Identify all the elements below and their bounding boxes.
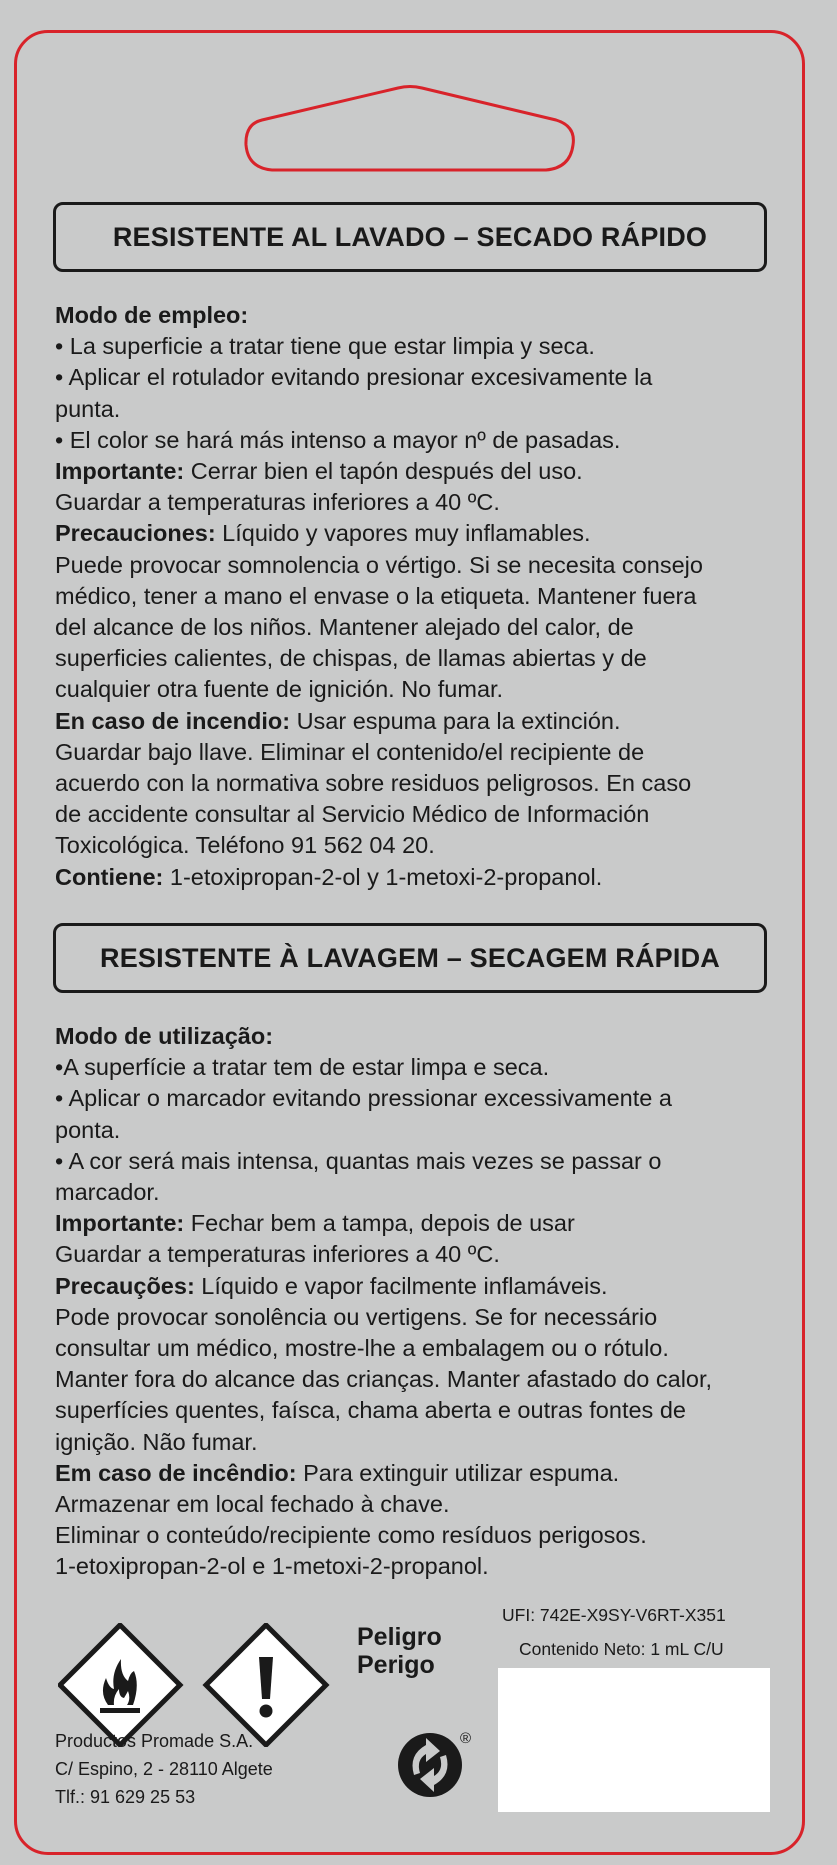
- text-line: Guardar a temperaturas inferiores a 40 ºC.: [55, 489, 500, 516]
- signal-word-es: Peligro: [357, 1623, 442, 1651]
- text-line: • Aplicar el rotulador evitando presionar excesivamente la: [55, 364, 653, 391]
- text-line: Guardar bajo llave. Eliminar el contenido/el recipiente de: [55, 738, 645, 765]
- fire-es: En caso de incendio: Usar espuma para la extinción.: [55, 707, 621, 734]
- text-line: ignição. Não fumar.: [55, 1428, 258, 1455]
- company-phone: Tlf.: 91 629 25 53: [55, 1787, 196, 1807]
- text-line: • A cor será mais intensa, quantas mais vezes se passar o: [55, 1147, 662, 1174]
- fire-pt: Em caso de incêndio: Para extinguir utilizar espuma.: [55, 1459, 620, 1486]
- text-line: consultar um médico, mostre-lhe a embalagem ou o rótulo.: [55, 1335, 669, 1362]
- barcode-area: [498, 1668, 770, 1812]
- text-line: Guardar a temperaturas inferiores a 40 ºC.: [55, 1241, 500, 1268]
- precautions-es: Precauciones: Líquido y vapores muy inflamables.: [55, 520, 591, 547]
- net-content: Contenido Neto: 1 mL C/U: [519, 1639, 724, 1659]
- hang-hole: [0, 0, 837, 200]
- text-line: 1-etoxipropan-2-ol e 1-metoxi-2-propanol.: [55, 1553, 489, 1580]
- text-line: marcador.: [55, 1179, 160, 1206]
- text-line: de accidente consultar al Servicio Médico de Información: [55, 801, 650, 828]
- text-line: acuerdo con la normativa sobre residuos peligrosos. En caso: [55, 770, 692, 797]
- text-line: • La superficie a tratar tiene que estar limpia y seca.: [55, 333, 595, 360]
- text-line: Manter fora do alcance das crianças. Manter afastado do calor,: [55, 1366, 713, 1393]
- important-es: Importante: Cerrar bien el tapón después del uso.: [55, 458, 583, 485]
- company-address: [55, 1727, 273, 1811]
- signal-words: [357, 1623, 442, 1679]
- ufi-code: UFI: 742E-X9SY-V6RT-X351: [502, 1605, 726, 1625]
- text-line: Puede provocar somnolencia o vértigo. Si se necesita consejo: [55, 551, 703, 578]
- text-line: superfícies quentes, faísca, chama aberta e outras fontes de: [55, 1397, 686, 1424]
- text-line: punta.: [55, 395, 121, 422]
- text-line: Armazenar em local fechado à chave.: [55, 1491, 450, 1518]
- contains-es: Contiene: 1-etoxipropan-2-ol y 1-metoxi-2-propanol.: [55, 863, 603, 890]
- precautions-pt: Precauções: Líquido e vapor facilmente inflamáveis.: [55, 1272, 608, 1299]
- text-line: •A superfície a tratar tem de estar limpa e seca.: [55, 1054, 550, 1081]
- mode-title-pt: Modo de utilização:: [55, 1023, 274, 1049]
- banner-es: RESISTENTE AL LAVADO – SECADO RÁPIDO: [53, 202, 767, 272]
- text-line: del alcance de los niños. Mantener alejado del calor, de: [55, 614, 634, 641]
- green-dot-icon: [396, 1729, 480, 1799]
- text-line: cualquier otra fuente de ignición. No fumar.: [55, 676, 504, 703]
- mode-title-es: Modo de empleo:: [55, 302, 249, 328]
- text-pt: [55, 1021, 790, 1583]
- text-line: Eliminar o conteúdo/recipiente como resíduos perigosos.: [55, 1522, 647, 1549]
- signal-word-pt: Perigo: [357, 1651, 435, 1679]
- text-line: médico, tener a mano el envase o la etiqueta. Mantener fuera: [55, 582, 697, 609]
- important-pt: Importante: Fechar bem a tampa, depois de usar: [55, 1210, 575, 1237]
- banner-pt: RESISTENTE À LAVAGEM – SECAGEM RÁPIDA: [53, 923, 767, 993]
- company-name: Productos Promade S.A.: [55, 1731, 254, 1751]
- company-street: C/ Espino, 2 - 28110 Algete: [55, 1759, 273, 1779]
- text-line: • Aplicar o marcador evitando pressionar excessivamente a: [55, 1085, 672, 1112]
- text-line: Pode provocar sonolência ou vertigens. Se for necessário: [55, 1303, 658, 1330]
- text-line: Toxicológica. Teléfono 91 562 04 20.: [55, 832, 435, 859]
- registered-mark: ®: [460, 1730, 472, 1747]
- text-line: superficies calientes, de chispas, de llamas abiertas y de: [55, 645, 647, 672]
- text-es: [55, 300, 790, 893]
- text-line: • El color se hará más intenso a mayor nº de pasadas.: [55, 426, 621, 453]
- text-line: ponta.: [55, 1116, 121, 1143]
